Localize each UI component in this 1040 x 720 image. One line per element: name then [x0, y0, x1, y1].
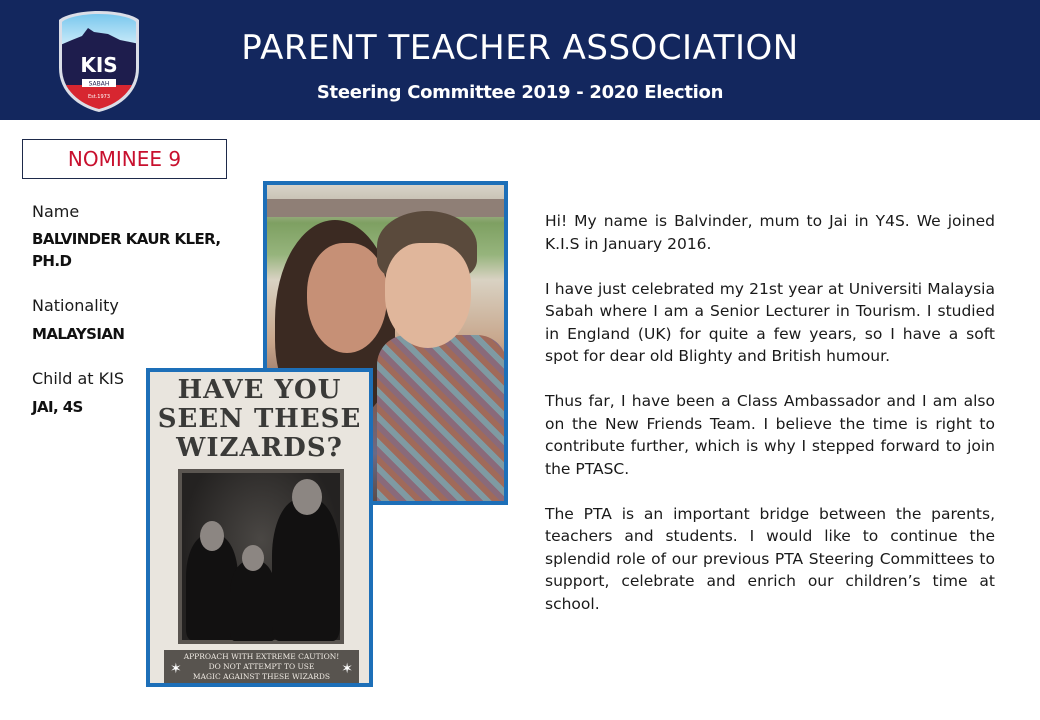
name-value: BALVINDER KAUR KLER, PH.D — [32, 230, 221, 270]
logo-place: SABAH — [88, 80, 110, 88]
page-subtitle: Steering Committee 2019 - 2020 Election — [316, 82, 724, 103]
header-banner — [0, 0, 1040, 120]
poster-heading — [150, 376, 369, 463]
photo-boy-face — [385, 243, 471, 348]
bio-paragraph: Thus far, I have been a Class Ambassador and I am also on the New Friends Team. I believe the time is right to contribute further, which is why I stepped forward to join the PTASC. — [545, 392, 995, 478]
poster-face-woman — [200, 521, 224, 551]
nationality-label: Nationality — [32, 296, 119, 315]
poster-heading-line: HAVE YOU — [177, 375, 342, 405]
poster-warning-footer — [164, 650, 359, 684]
poster-heading-line: WIZARDS? — [176, 433, 343, 463]
child-label: Child at KIS — [32, 369, 124, 388]
poster-figure-man — [272, 499, 340, 641]
photo-woman-face — [307, 243, 387, 353]
kis-school-crest-logo — [58, 10, 140, 112]
poster-heading-line: SEEN THESE — [157, 404, 362, 434]
poster-figure-boy — [230, 561, 276, 641]
bio-paragraph: I have just celebrated my 21st year at Universiti Malaysia Sabah where I am a Senior Lecturer in Tourism. I studied in England (UK) for quite a few years, so I have a soft spot for dear old Blighty and British humour. — [545, 279, 995, 365]
bio-paragraph: The PTA is an important bridge between the parents, teachers and students. I would like to continue the splendid role of our previous PTA Steering Committees to support, celebrate and enrich our children’s time at school. — [545, 504, 995, 613]
bio-paragraph: Hi! My name is Balvinder, mum to Jai in Y4S. We joined K.I.S in January 2016. — [545, 212, 995, 253]
poster-face-boy — [242, 545, 264, 571]
poster-footer-line: MAGIC AGAINST THESE WIZARDS — [192, 672, 331, 681]
poster-footer-line: APPROACH WITH EXTREME CAUTION! — [183, 652, 340, 661]
nominee-number-label: NOMINEE 9 — [22, 139, 227, 179]
page-title: PARENT TEACHER ASSOCIATION — [241, 28, 799, 68]
star-icon: ✶ — [170, 661, 182, 677]
poster-family-photo — [178, 469, 344, 644]
logo-established: Est.1973 — [87, 94, 111, 100]
nominee-bio — [545, 210, 995, 638]
star-icon: ✶ — [341, 661, 353, 677]
nationality-value: MALAYSIAN — [32, 325, 125, 343]
photo-boy-shirt — [377, 335, 507, 505]
poster-footer-line: DO NOT ATTEMPT TO USE — [208, 662, 315, 671]
name-label: Name — [32, 202, 80, 221]
poster-face-man — [292, 479, 322, 515]
wanted-wizards-poster — [146, 368, 373, 687]
child-value: JAI, 4S — [32, 398, 83, 416]
photo-background-rail — [267, 199, 504, 217]
logo-initials: KIS — [80, 53, 118, 77]
